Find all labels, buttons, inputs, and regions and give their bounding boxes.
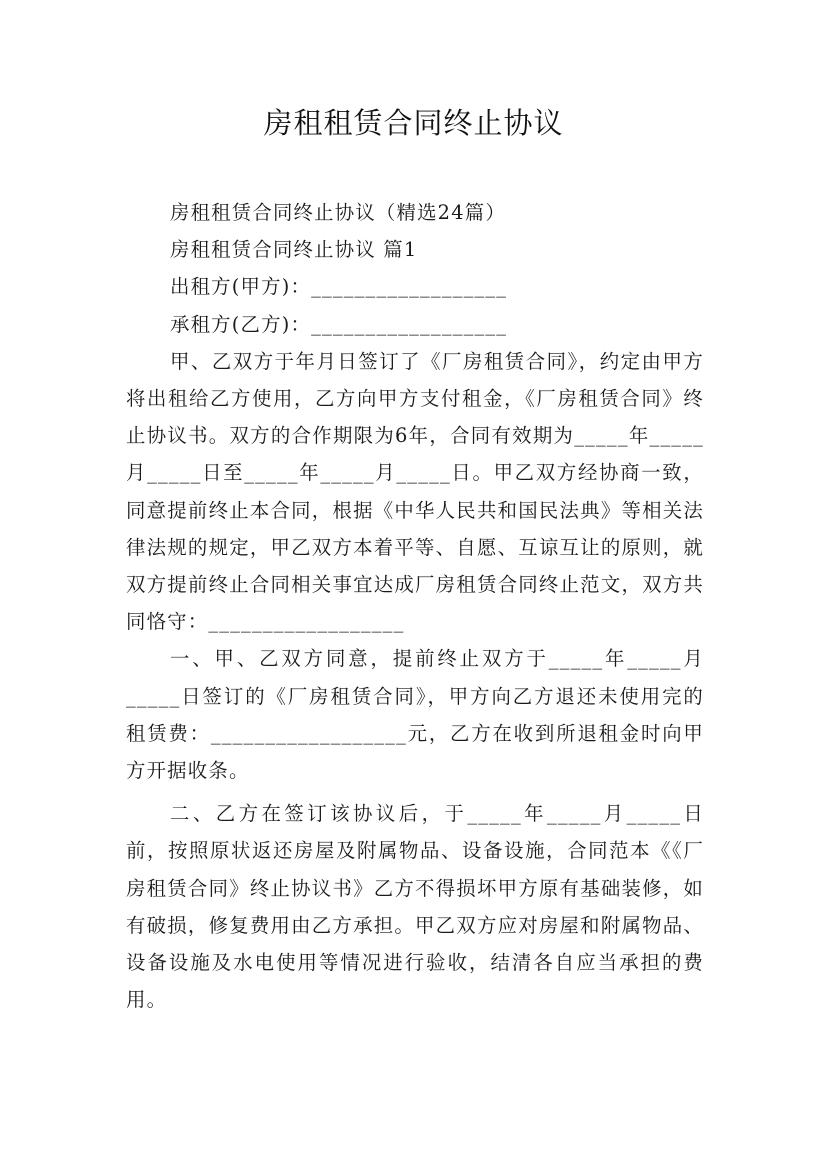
lessor-line: 出租方(甲方)：__________________ <box>170 275 508 299</box>
subtitle: 房租租赁合同终止协议（精选24篇） <box>170 201 506 224</box>
section-heading: 房租租赁合同终止协议 篇1 <box>170 238 418 262</box>
paragraph-clause-2: 二、乙方在签订该协议后，于_____年_____月_____日前，按照原状返还房屋及附属物品、设备设施，合同范本《《厂房租赁合同》终止协议书》乙方不得损坏甲方原有基础装修，如有破损，修复费用由乙方承担。甲乙双方应对房屋和附属物品、设备设施及水电使用等情况进行验收，结清各自应当承担的费用。 <box>126 802 704 1012</box>
paragraph-clause-1: 一、甲、乙双方同意，提前终止双方于_____年_____月_____日签订的《厂房租赁合同》，甲方向乙方退还未使用完的租赁费：__________________元，乙方在收到所退租金时向甲方开据收条。 <box>126 647 704 783</box>
document-body <box>126 194 704 1018</box>
document-title: 房租租赁合同终止协议 <box>263 106 564 140</box>
lessee-line: 承租方(乙方)：__________________ <box>170 312 508 336</box>
paragraph-intro: 甲、乙双方于年月日签订了《厂房租赁合同》，约定由甲方将出租给乙方使用，乙方向甲方支付租金，《厂房租赁合同》终止协议书。双方的合作期限为6年，合同有效期为_____年_____月_____日至_____年_____月_____日。甲乙双方经协商一致，同意提前终止本合同，根据《中华人民共和国民法典》等相关法律法规的规定，甲乙双方本着平等、自愿、互谅互让的原则，就双方提前终止合同相关事宜达成厂房租赁合同终止范文，双方共同恪守：__________________ <box>126 349 704 634</box>
